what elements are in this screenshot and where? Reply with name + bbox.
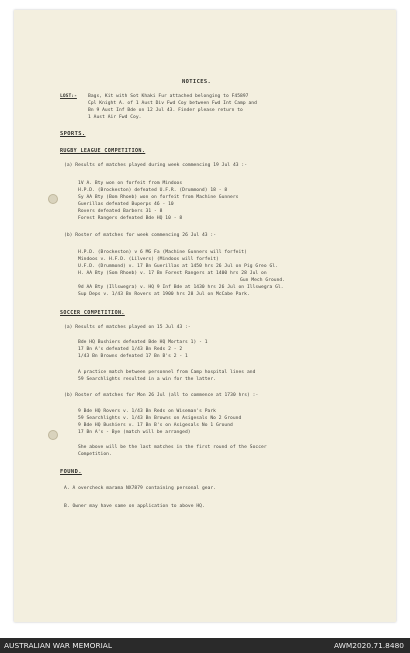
rugby-roster-item: Sup Deps v. 1/43 Bn Rovers at 1900 hrs 28 Jul on McCabe Park. [78, 292, 250, 297]
sports-heading: SPORTS. [60, 131, 86, 137]
lost-line-1: Bags, Kit with Sot Khaki Fur attached belonging to F45897 [88, 94, 249, 99]
rugby-roster-item: Gun Mech Ground. [240, 278, 286, 283]
rugby-heading: RUGBY LEAGUE COMPETITION. [60, 148, 146, 154]
rugby-roster-item: H. AA Bty (Som Rhoeb) v. 17 Bn Forest Rangers at 1400 hrs 28 Jul on [78, 271, 267, 276]
archive-reference: AWM2020.71.8480 [333, 641, 404, 650]
soccer-practice-line-2: 59 Searchlights resulted in a win for the latter. [78, 377, 216, 382]
rugby-result-item: 1V A. Bty won on forfeit from Mindoos [78, 181, 183, 186]
soccer-results-intro: (a) Results of matches played on 15 Jul 43 :- [64, 325, 191, 330]
punch-hole-bottom [48, 430, 58, 440]
rugby-result-item: Rovers defeated Barbers 31 - 8 [78, 209, 163, 214]
found-item: A. A overcheck marama NX7879 containing personal gear. [64, 486, 217, 491]
archive-name: AUSTRALIAN WAR MEMORIAL [4, 641, 112, 650]
lost-line-2: Cpl Knight A. of 1 Aust Div Fwd Coy between Fwd Int Camp and [88, 101, 257, 106]
rugby-result-item: H.P.D. (Brockeston) defeated U.F.R. (Drummond) 18 - 8 [78, 188, 228, 193]
rugby-roster-item: U.F.D. (Drummond) v. 17 Bn Guerillas at 1450 hrs 26 Jul on Pig Greo Gl. [78, 264, 278, 269]
rugby-result-item: Forest Rangers defeated Bde HQ 10 - 8 [78, 216, 183, 221]
soccer-note-line-1: She above will be the last matches in the first round of the Soccer [78, 445, 267, 450]
soccer-roster-item: 17 Bn A's - Bye (match will be arranged) [78, 430, 191, 435]
soccer-roster-intro: (b) Roster of matches for Mon 26 Jul (all to commence at 1730 hrs) :- [64, 393, 259, 398]
rugby-results-intro: (a) Results of matches played during week commencing 19 Jul 43 :- [64, 163, 248, 168]
found-heading: FOUND. [60, 469, 82, 475]
soccer-roster-item: 59 Searchlights v. 1/43 Bn Browns on Asigesals No 2 Ground [78, 416, 242, 421]
lost-line-3: Bn 9 Aust Inf Bde on 12 Jul 43. Finder please return to [88, 108, 243, 113]
punch-hole-top [48, 194, 58, 204]
soccer-note-line-2: Competition. [78, 452, 112, 457]
soccer-roster-item: 9 Bde HQ Rovers v. 1/43 Bn Reds on Wiseman's Park [78, 409, 216, 414]
rugby-result-item: Guerillas defeated Buperps 46 - 10 [78, 202, 174, 207]
soccer-practice-line-1: A practice match between personnel from Camp hospital lines and [78, 370, 256, 375]
rugby-roster-item: H.P.D. (Brockeston) v 6 MG Fa (Machine Gunners will forfeit) [78, 250, 247, 255]
soccer-result-item: 1/43 Bn Browns defeated 17 Bn B's 2 - 1 [78, 354, 188, 359]
lost-line-4: 1 Aust Air Fwd Coy. [88, 115, 142, 120]
archive-footer [0, 638, 410, 653]
soccer-heading: SOCCER COMPETITION. [60, 310, 125, 316]
soccer-result-item: Bde HQ Bushiers defeated Bde HQ Mortars 1) - 1 [78, 340, 208, 345]
rugby-roster-intro: (b) Roster of matches for week commencing 26 Jul 43 :- [64, 233, 217, 238]
found-item: B. Owner may have same on application to above HQ. [64, 504, 205, 509]
soccer-roster-item: 9 Bde HQ Bushiers v. 17 Bn B's on Asigesals No 1 Ground [78, 423, 233, 428]
rugby-roster-item: 9d AA Bty (Illswegra) v. HQ 9 Inf Bde at 1430 hrs 26 Jul on Illswegra Gl. [78, 285, 284, 290]
rugby-result-item: Sy AA Bty (Bom Rhoeb) won on forfeit from Machine Gunners [78, 195, 239, 200]
soccer-result-item: 17 Bn A's defeated 1/43 Bn Reds 2 - 2 [78, 347, 183, 352]
document-title: NOTICES. [182, 79, 212, 85]
rugby-roster-item: Mindoos v. H.F.D. (Lilvers) (Mindoos will forfeit) [78, 257, 219, 262]
lost-label: LOST:- [60, 94, 77, 99]
